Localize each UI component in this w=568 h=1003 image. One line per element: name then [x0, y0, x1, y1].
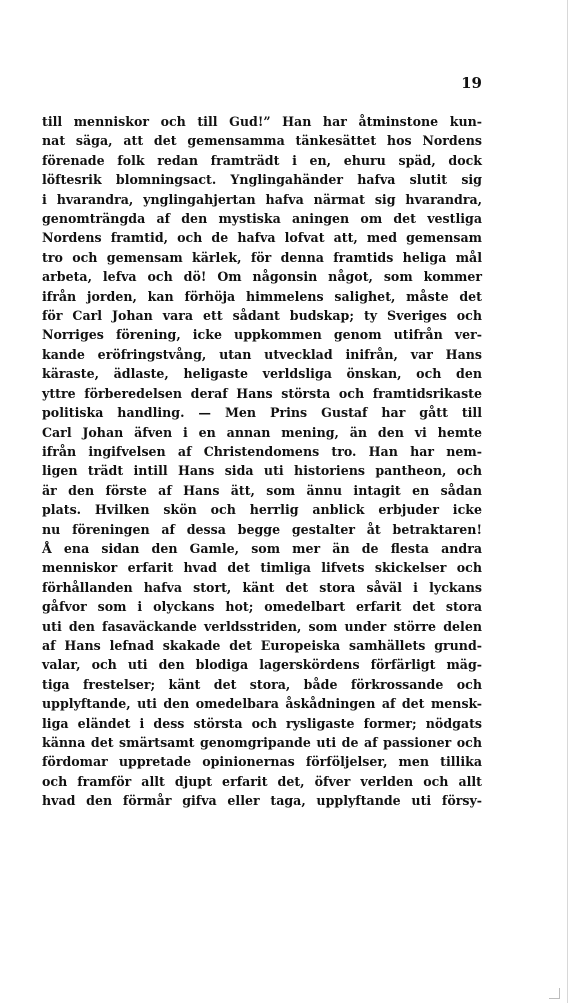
text-line: Norriges förening, icke uppkommen genom utifrån ver-	[42, 327, 482, 343]
text-line: till menniskor och till Gud!” Han har åtminstone kun-	[42, 114, 482, 129]
text-line: uti den fasaväckande verldsstriden, som under större delen	[42, 618, 482, 634]
text-line: tro och gemensam kärlek, för denna framtids heliga mål	[42, 249, 482, 265]
text-line: och framför allt djupt erfarit det, öfver verlden och allt	[42, 773, 482, 789]
text-line: käraste, ädlaste, heligaste verldsliga önskan, och den	[42, 366, 482, 382]
text-line: fördomar uppretade opinionernas förföljelser, men tillika	[42, 754, 482, 770]
text-line: yttre förberedelsen deraf Hans största och framtidsrikaste	[42, 385, 482, 401]
text-line: ligen trädt intill Hans sida uti historiens pantheon, och	[42, 463, 482, 479]
text-line: löftesrik blomningsact. Ynglingahänder hafva slutit sig	[42, 172, 482, 188]
text-line: politiska handling. — Men Prins Gustaf har gått till	[42, 405, 482, 421]
text-line: nu föreningen af dessa begge gestalter åt betraktaren!	[42, 521, 482, 537]
text-line: Carl Johan äfven i en annan mening, än den vi hemte	[42, 424, 482, 440]
text-line: förenade folk redan framträdt i en, ehuru späd, dock	[42, 152, 482, 168]
text-line: plats. Hvilken skön och herrlig anblick erbjuder icke	[42, 502, 482, 518]
text-line: tiga frestelser; känt det stora, både förkrossande och	[42, 676, 482, 692]
text-line: upplyftande, uti den omedelbara åskådningen af det mensk-	[42, 696, 482, 712]
corner-mark	[549, 988, 560, 999]
text-line: menniskor erfarit hvad det timliga lifvets skickelser och	[42, 560, 482, 576]
text-line: hvad den förmår gifva eller taga, upplyftande uti försy-	[42, 793, 482, 809]
text-line: är den förste af Hans ätt, som ännu intagit en sådan	[42, 482, 482, 498]
text-line: kande eröfringstvång, utan utvecklad inifrån, var Hans	[42, 346, 482, 362]
text-line: ifrån ingifvelsen af Christendomens tro. Han har nem-	[42, 443, 482, 459]
text-line: genomträngda af den mystiska aningen om det vestliga	[42, 211, 482, 227]
text-line: känna det smärtsamt genomgripande uti de af passioner och	[42, 735, 482, 750]
body-text	[42, 112, 482, 811]
text-line: arbeta, lefva och dö! Om någonsin något, som kommer	[42, 269, 482, 285]
text-line: liga eländet i dess största och rysligaste former; nödgats	[42, 715, 482, 731]
text-line: i hvarandra, ynglingahjertan hafva närmat sig hvarandra,	[42, 191, 482, 207]
page-number: 19	[461, 74, 482, 92]
text-line: nat säga, att det gemensamma tänkesättet hos Nordens	[42, 133, 482, 149]
text-line: förhållanden hafva stort, känt det stora såväl i lyckans	[42, 579, 482, 595]
text-line: för Carl Johan vara ett sådant budskap; ty Sveriges och	[42, 308, 482, 324]
text-line: af Hans lefnad skakade det Europeiska samhällets grund-	[42, 637, 482, 653]
text-line: ifrån jorden, kan förhöja himmelens salighet, måste det	[42, 288, 482, 304]
text-line: Å ena sidan den Gamle, som mer än de flesta andra	[42, 540, 482, 556]
text-line: Nordens framtid, och de hafva lofvat att, med gemensam	[42, 230, 482, 246]
text-line: gåfvor som i olyckans hot; omedelbart erfarit det stora	[42, 599, 482, 615]
text-line: valar, och uti den blodiga lagerskördens förfärligt mäg-	[42, 657, 482, 673]
